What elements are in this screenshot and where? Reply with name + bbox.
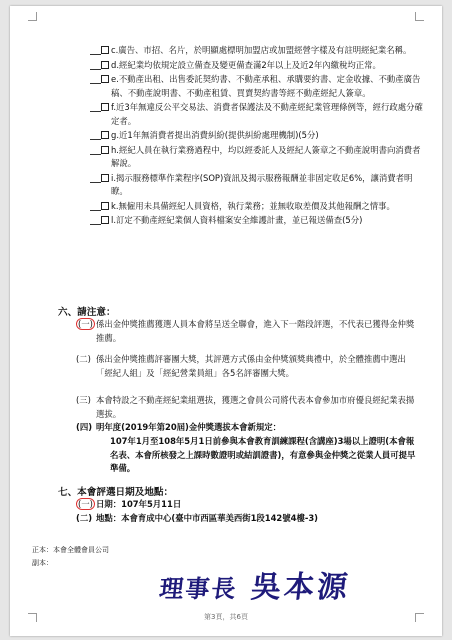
crop-mark: [28, 12, 37, 21]
item-text: 廣告、市招、名片，於明顯處標明加盟店或加盟經營字樣及有註明經紀業名稱。: [118, 45, 412, 55]
list-item: [90, 214, 425, 227]
list-item: [90, 73, 425, 99]
distribution-copy: 副本：: [32, 559, 53, 567]
section-6-title: 六、請注意：: [58, 307, 116, 318]
section-7-title: 七、本會評選日期及地點：: [58, 487, 174, 498]
checkbox[interactable]: [101, 202, 109, 210]
blank-line: [90, 224, 101, 225]
checkbox[interactable]: [101, 174, 109, 182]
note-2-text: 係出金仲獎推薦評審團大獎，其評選方式係由金仲獎頒獎典禮中，於全體推薦中選出「經紀人組」及「經紀營業員組」各5名評審團大獎。: [96, 354, 406, 378]
blank-line: [90, 139, 101, 140]
item-letter: k.: [111, 200, 119, 211]
item-letter: f.: [111, 102, 117, 113]
item-letter: g.: [111, 130, 119, 141]
note-3-text: 本會特設之不動產經紀業組選拔，獲選之會員公司將代表本會參加市府優良經紀業表揚選拔。: [96, 395, 415, 419]
checkbox[interactable]: [101, 61, 109, 69]
list-item: [90, 44, 425, 57]
note-2-number: (二): [76, 354, 91, 364]
item-letter: i.: [111, 172, 116, 183]
chairman-signature: [158, 562, 353, 606]
item-text: 經紀人員在執行業務過程中，均以經委託人及經紀人簽章之不動產說明書向消費者解說。: [111, 144, 421, 169]
item-letter: l.: [111, 215, 116, 226]
note-4-body: 107年1月至108年5月1日前參與本會教育訓練課程(含講座)3場以上證明(本會報名表、本會所核發之上課時數證明或結訓證書)，有意參與金仲獎之從業人員可提早準備。: [110, 436, 416, 473]
schedule-1-number: [76, 498, 94, 512]
list-item: [90, 59, 425, 72]
list-item: [90, 200, 425, 213]
checkbox[interactable]: [101, 146, 109, 154]
criteria-list: [90, 44, 425, 229]
blank-line: [90, 83, 101, 84]
distribution-main: 正本：本會全體會員公司: [32, 546, 109, 554]
note-number: (一): [78, 319, 93, 329]
schedule-number: (一): [78, 499, 93, 509]
schedule-date: 日期：107年5月11日: [96, 499, 182, 509]
note-4-heading: 明年度(2019年第20屆)金仲獎選拔本會新規定：: [96, 422, 281, 432]
item-letter: d.: [111, 59, 119, 70]
list-item: [90, 101, 425, 127]
schedule-place: [96, 512, 426, 526]
list-item: [90, 172, 425, 198]
checkbox[interactable]: [101, 131, 109, 139]
blank-line: [90, 154, 101, 155]
checkbox[interactable]: [101, 103, 109, 111]
crop-mark: [415, 12, 424, 21]
blank-line: [90, 210, 101, 211]
signature-title: 理事長: [158, 574, 240, 603]
item-text: 近1年無消費者提出消費糾紛(提供糾紛處理機制)(5分): [118, 130, 319, 141]
blank-line: [90, 111, 101, 112]
item-text: 訂定不動產經紀業個人資料檔案安全維護計畫，並已報送備查(5分): [116, 215, 363, 226]
note-4-number: (四): [76, 422, 93, 432]
blank-line: [90, 69, 101, 70]
page-number-footer: 第3頁，共6頁: [204, 613, 248, 621]
checkbox[interactable]: [101, 216, 109, 224]
blank-line: [90, 54, 101, 55]
schedule-2-number: (二): [76, 513, 93, 523]
distribution-block: [32, 544, 109, 570]
list-item: [90, 144, 425, 170]
checkbox[interactable]: [101, 46, 109, 54]
note-3-number: (三): [76, 395, 91, 405]
checkbox[interactable]: [101, 75, 109, 83]
item-text: 經紀業均依規定設立備查及變更備查滿2年以上及近2年內繳稅均正常。: [118, 59, 381, 70]
blank-line: [90, 182, 101, 183]
item-text: 不動產出租、出售委託契約書、不動產承租、承購要約書、定金收據、不動產廣告稿、不動產說明書、不動產租賃、買賣契約書等經不動產經紀人簽章。: [111, 74, 421, 98]
document-page: [10, 6, 442, 636]
signature-name: 吳本源: [249, 570, 352, 605]
item-text: 近3年無違反公平交易法、消費者保護法及不動產經紀業管理條例等，經行政處分確定者。: [111, 102, 423, 126]
item-letter: c.: [111, 45, 119, 55]
note-1-text: 係出金仲獎推薦獲選人員本會將呈送全聯會，進入下一階段評選，不代表已獲得金仲獎推薦。: [96, 319, 415, 343]
note-1-number: [76, 318, 94, 332]
item-letter: e.: [111, 74, 119, 85]
item-letter: h.: [111, 144, 119, 155]
item-text: 無僱用未具備經紀人員資格，執行業務；並無收取差價及其他報酬之情事。: [118, 200, 395, 211]
place-value: 本會育成中心(臺中市西區華美西街1段142號4樓-3): [121, 513, 318, 523]
place-label: 地點：: [96, 513, 122, 523]
list-item: [90, 129, 425, 142]
item-text: 揭示服務標準作業程序(SOP)資訊及揭示服務報酬並非固定收足6%，讓消費者明瞭。: [111, 172, 413, 197]
